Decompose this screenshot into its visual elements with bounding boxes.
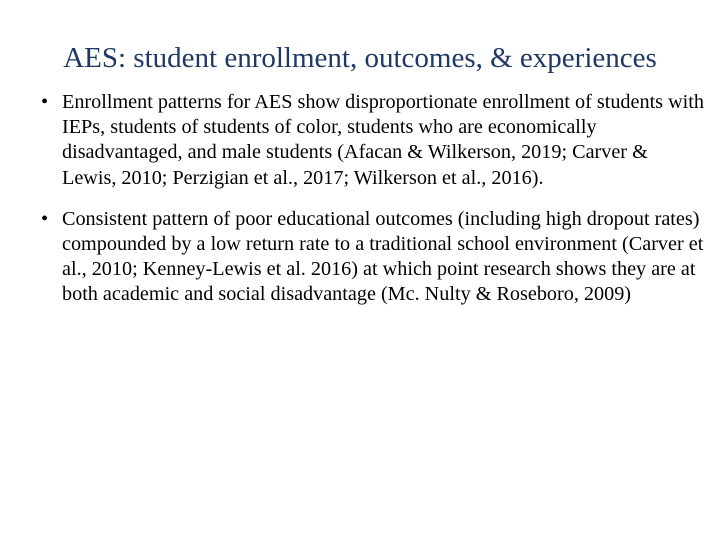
bullet-marker: • <box>41 207 49 230</box>
bullet-item-enrollment <box>36 90 704 191</box>
bullet-list <box>36 90 704 324</box>
bullet-text-enrollment: Enrollment patterns for AES show disproportionate enrollment of students with IEPs, students of students of color, students who are economically disadvantaged, and male students (Afacan & Wilkerson, 2019; Carver & Lewis, 2010; Perzigian et al., 2017; Wilkerson et al., 2016). <box>62 91 704 189</box>
bullet-item-outcomes <box>36 207 704 308</box>
slide-title: AES: student enrollment, outcomes, & experiences <box>63 42 657 74</box>
bullet-marker: • <box>41 91 49 113</box>
bullet-text-outcomes: Consistent pattern of poor educational outcomes (including high dropout rates) compounded by a low return rate to a traditional school environment (Carver et al., 2010; Kenney-Lewis et al. 2016) at which point research shows they are at both academic and social disadvantage (Mc. Nulty & Roseboro, 2009) <box>62 207 704 306</box>
